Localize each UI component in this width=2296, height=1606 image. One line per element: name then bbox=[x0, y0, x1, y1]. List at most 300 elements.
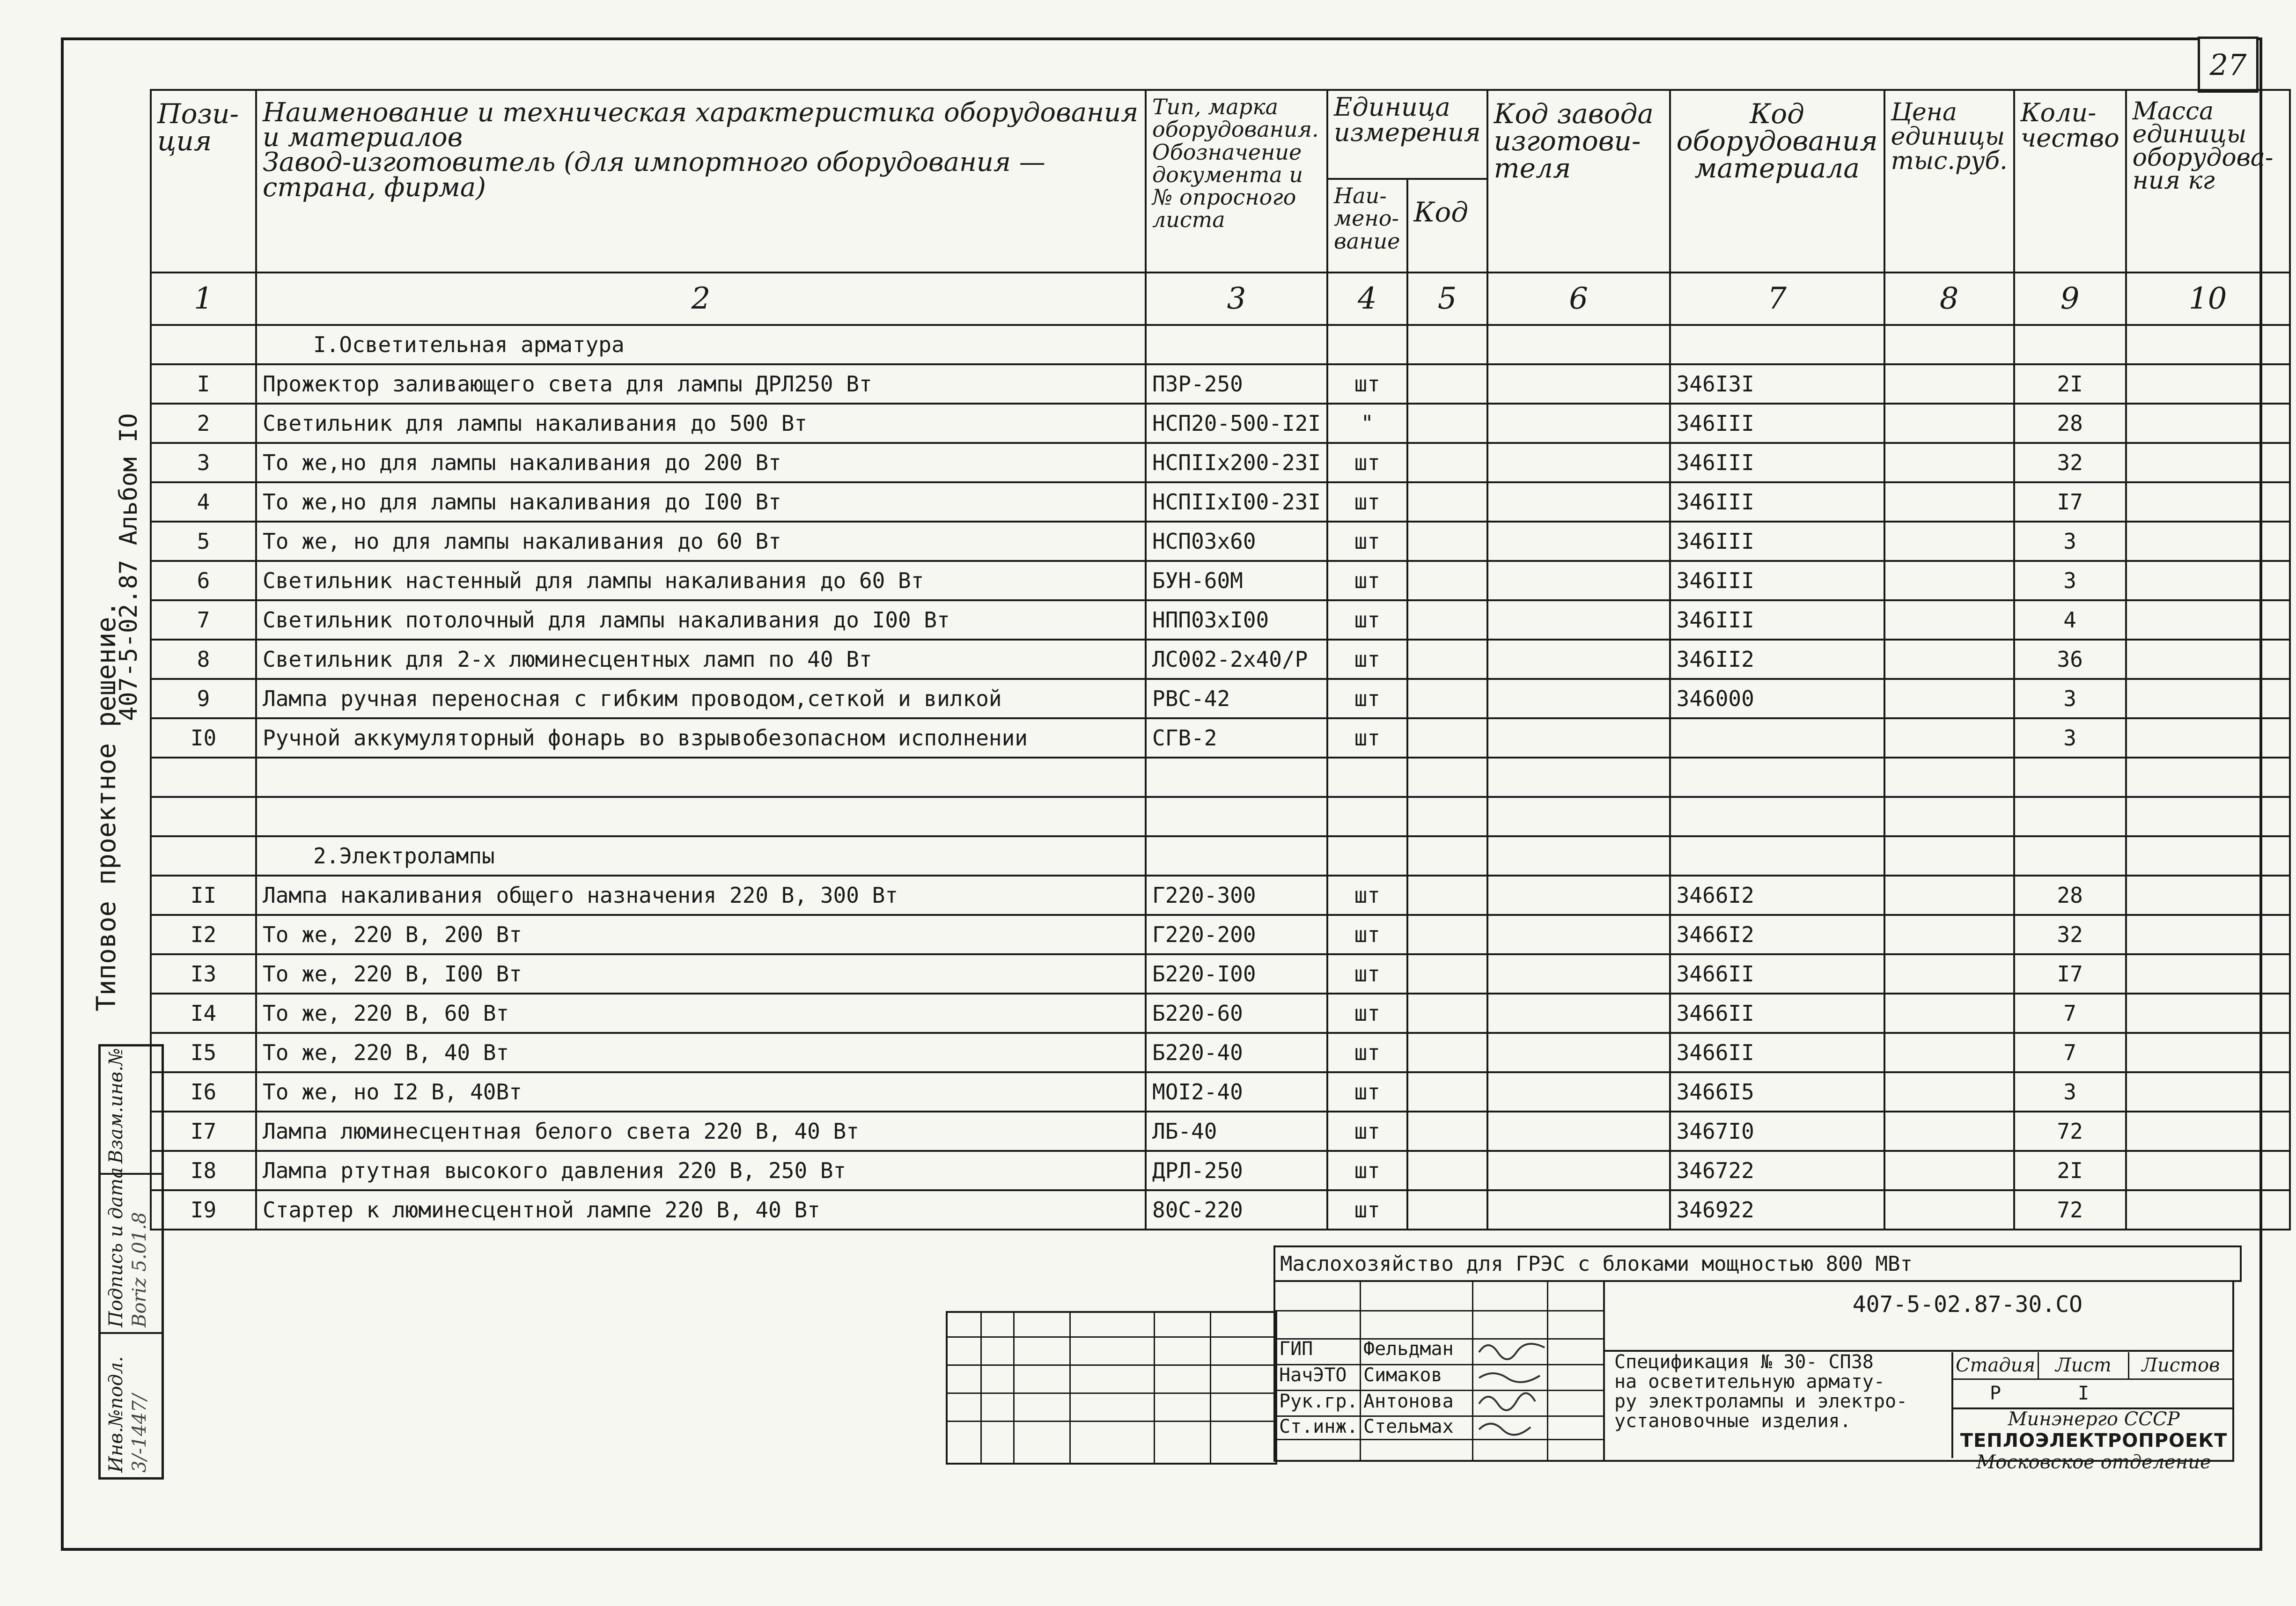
plant-code-cell bbox=[1487, 640, 1670, 679]
quantity-cell: 72 bbox=[2014, 1112, 2126, 1151]
name-cell bbox=[256, 797, 1146, 836]
position-cell: I3 bbox=[151, 954, 256, 994]
quantity-cell: 7 bbox=[2014, 994, 2126, 1033]
unit-code-cell bbox=[1407, 561, 1487, 600]
role-gip: ГИП bbox=[1279, 1338, 1313, 1360]
column-number-8: 8 bbox=[1884, 273, 2014, 325]
unit-code-cell bbox=[1407, 1112, 1487, 1151]
type-cell: НСП20-500-I2I bbox=[1146, 404, 1327, 443]
table-row bbox=[151, 954, 2290, 994]
name-cell: То же,но для лампы накаливания до I00 Вт bbox=[256, 482, 1146, 522]
unit-cell bbox=[1327, 797, 1407, 836]
position-cell: I6 bbox=[151, 1072, 256, 1112]
unit-code-cell bbox=[1407, 718, 1487, 758]
quantity-cell: I7 bbox=[2014, 954, 2126, 994]
unit-cell: шт bbox=[1327, 1033, 1407, 1072]
unit-cell: шт bbox=[1327, 1190, 1407, 1230]
price-cell bbox=[1884, 325, 2014, 364]
material-code-cell: 3466I5 bbox=[1670, 1072, 1884, 1112]
grid-line bbox=[1210, 1313, 1211, 1463]
stamp-label-signature: Подпись и дата bbox=[105, 1167, 127, 1327]
table-row bbox=[151, 600, 2290, 640]
material-code-cell: 3466II bbox=[1670, 1033, 1884, 1072]
mass-cell bbox=[2126, 797, 2290, 836]
quantity-cell: 3 bbox=[2014, 679, 2126, 718]
material-code-cell: 346III bbox=[1670, 561, 1884, 600]
quantity-cell: 3 bbox=[2014, 561, 2126, 600]
plant-code-cell bbox=[1487, 443, 1670, 482]
sheet-value: I bbox=[2077, 1383, 2090, 1404]
stamp-value-inventory: 3/-1447/ bbox=[129, 1394, 150, 1473]
quantity-cell bbox=[2014, 758, 2126, 797]
unit-code-cell bbox=[1407, 994, 1487, 1033]
unit-code-cell bbox=[1407, 1151, 1487, 1190]
position-cell bbox=[151, 758, 256, 797]
mass-cell bbox=[2126, 915, 2290, 954]
name-head: Симаков bbox=[1363, 1364, 1442, 1386]
grid-line bbox=[1472, 1282, 1473, 1460]
unit-cell bbox=[1327, 758, 1407, 797]
table-row bbox=[151, 797, 2290, 836]
ministry-name: Минэнерго СССР bbox=[2008, 1408, 2180, 1430]
mass-cell bbox=[2126, 1190, 2290, 1230]
mass-cell bbox=[2126, 876, 2290, 915]
price-cell bbox=[1884, 1190, 2014, 1230]
column-number-10: 10 bbox=[2126, 273, 2290, 325]
price-cell bbox=[1884, 876, 2014, 915]
type-cell bbox=[1146, 325, 1327, 364]
side-document-number: 407-5-02.87 Альбом IO bbox=[115, 413, 143, 721]
name-cell: Прожектор заливающего света для лампы ДРЛ250 Вт bbox=[256, 364, 1146, 404]
price-cell bbox=[1884, 1112, 2014, 1151]
unit-cell: шт bbox=[1327, 994, 1407, 1033]
price-cell bbox=[1884, 915, 2014, 954]
mass-cell bbox=[2126, 522, 2290, 561]
name-cell: Ручной аккумуляторный фонарь во взрывобезопасном исполнении bbox=[256, 718, 1146, 758]
price-cell bbox=[1884, 797, 2014, 836]
type-cell: ЛС002-2x40/Р bbox=[1146, 640, 1327, 679]
name-cell: То же,но для лампы накаливания до 200 Вт bbox=[256, 443, 1146, 482]
column-number-row bbox=[151, 273, 2290, 325]
mass-cell bbox=[2126, 1112, 2290, 1151]
price-cell bbox=[1884, 1072, 2014, 1112]
material-code-cell: 3466I2 bbox=[1670, 915, 1884, 954]
header-unit-code: Код bbox=[1407, 179, 1487, 273]
signature-grid bbox=[1273, 1280, 1605, 1462]
price-cell bbox=[1884, 600, 2014, 640]
unit-cell: шт bbox=[1327, 482, 1407, 522]
quantity-cell: 32 bbox=[2014, 915, 2126, 954]
title-block bbox=[1273, 1245, 2233, 1473]
type-cell: Б220-60 bbox=[1146, 994, 1327, 1033]
name-cell: Светильник потолочный для лампы накаливания до I00 Вт bbox=[256, 600, 1146, 640]
unit-code-cell bbox=[1407, 915, 1487, 954]
material-code-cell bbox=[1670, 836, 1884, 876]
document-number: 407-5-02.87-30.СО bbox=[1852, 1291, 2083, 1318]
table-row bbox=[151, 1190, 2290, 1230]
table-row bbox=[151, 718, 2290, 758]
name-cell: Светильник для 2-х люминесцентных ламп по 40 Вт bbox=[256, 640, 1146, 679]
header-plant-code: Код завода изготови- теля bbox=[1487, 90, 1670, 273]
role-group-lead: Рук.гр. bbox=[1279, 1391, 1358, 1412]
material-code-cell: 346II2 bbox=[1670, 640, 1884, 679]
type-cell: НСПIIx200-23I bbox=[1146, 443, 1327, 482]
mass-cell bbox=[2126, 1072, 2290, 1112]
name-cell bbox=[256, 758, 1146, 797]
plant-code-cell bbox=[1487, 1190, 1670, 1230]
plant-code-cell bbox=[1487, 876, 1670, 915]
position-cell: 5 bbox=[151, 522, 256, 561]
mass-cell bbox=[2126, 836, 2290, 876]
section-row bbox=[151, 836, 2290, 876]
material-code-cell bbox=[1670, 718, 1884, 758]
position-cell: 4 bbox=[151, 482, 256, 522]
quantity-cell: 3 bbox=[2014, 718, 2126, 758]
type-cell bbox=[1146, 797, 1327, 836]
grid-line bbox=[1154, 1313, 1155, 1463]
title-block-main bbox=[1603, 1280, 2234, 1473]
unit-cell: шт bbox=[1327, 876, 1407, 915]
specification-description: Спецификация № 30- СП38 на осветительную армату- ру электролампы и электро- установочные изделия. bbox=[1614, 1351, 1908, 1432]
quantity-cell: 2I bbox=[2014, 364, 2126, 404]
table-row bbox=[151, 758, 2290, 797]
name-cell: Светильник для лампы накаливания до 500 Вт bbox=[256, 404, 1146, 443]
quantity-cell bbox=[2014, 325, 2126, 364]
grid-line bbox=[948, 1421, 1275, 1422]
price-cell bbox=[1884, 758, 2014, 797]
stage-header: Стадия bbox=[1953, 1352, 2039, 1380]
unit-cell: шт bbox=[1327, 600, 1407, 640]
material-code-cell bbox=[1670, 797, 1884, 836]
header-quantity: Коли- чество bbox=[2014, 90, 2126, 273]
plant-code-cell bbox=[1487, 325, 1670, 364]
album-label: Типовое проектное решение. bbox=[91, 601, 122, 1011]
mass-cell bbox=[2126, 482, 2290, 522]
sheets-header: Листов bbox=[2129, 1352, 2232, 1380]
table-row bbox=[151, 876, 2290, 915]
plant-code-cell bbox=[1487, 679, 1670, 718]
table-row bbox=[151, 561, 2290, 600]
unit-code-cell bbox=[1407, 679, 1487, 718]
unit-code-cell bbox=[1407, 876, 1487, 915]
header-unit-name: Наи- мено- вание bbox=[1327, 179, 1407, 273]
position-cell: I7 bbox=[151, 1112, 256, 1151]
name-cell: Лампа ручная переносная с гибким проводом,сеткой и вилкой bbox=[256, 679, 1146, 718]
unit-code-cell bbox=[1407, 758, 1487, 797]
position-cell: I9 bbox=[151, 1190, 256, 1230]
grid-line bbox=[1013, 1313, 1015, 1463]
grid-line bbox=[1069, 1313, 1071, 1463]
sheet-header: Лист bbox=[2039, 1352, 2129, 1380]
type-cell: ДРЛ-250 bbox=[1146, 1151, 1327, 1190]
unit-cell: шт bbox=[1327, 522, 1407, 561]
price-cell bbox=[1884, 1033, 2014, 1072]
plant-code-cell bbox=[1487, 404, 1670, 443]
quantity-cell: 36 bbox=[2014, 640, 2126, 679]
material-code-cell: 3467I0 bbox=[1670, 1112, 1884, 1151]
name-cell: То же, 220 В, 60 Вт bbox=[256, 994, 1146, 1033]
table-row bbox=[151, 1072, 2290, 1112]
name-cell: То же, 220 В, 200 Вт bbox=[256, 915, 1146, 954]
price-cell bbox=[1884, 1151, 2014, 1190]
role-senior-engineer: Ст.инж. bbox=[1279, 1416, 1358, 1437]
quantity-cell: 2I bbox=[2014, 1151, 2126, 1190]
plant-code-cell bbox=[1487, 758, 1670, 797]
mass-cell bbox=[2126, 443, 2290, 482]
unit-cell: шт bbox=[1327, 640, 1407, 679]
type-cell bbox=[1146, 836, 1327, 876]
plant-code-cell bbox=[1487, 522, 1670, 561]
grid-line bbox=[980, 1313, 982, 1463]
position-cell: 9 bbox=[151, 679, 256, 718]
unit-cell: шт bbox=[1327, 364, 1407, 404]
unit-cell: шт bbox=[1327, 1072, 1407, 1112]
mass-cell bbox=[2126, 561, 2290, 600]
position-cell bbox=[151, 325, 256, 364]
unit-code-cell bbox=[1407, 640, 1487, 679]
organization-stamp bbox=[1953, 1408, 2234, 1473]
plant-code-cell bbox=[1487, 915, 1670, 954]
branch-name: Московское отделение bbox=[1976, 1451, 2211, 1473]
type-cell: НСП03x60 bbox=[1146, 522, 1327, 561]
quantity-cell: 28 bbox=[2014, 876, 2126, 915]
position-cell: I5 bbox=[151, 1033, 256, 1072]
plant-code-cell bbox=[1487, 561, 1670, 600]
type-cell: Г220-200 bbox=[1146, 915, 1327, 954]
name-cell: То же, 220 В, I00 Вт bbox=[256, 954, 1146, 994]
material-code-cell: 3466II bbox=[1670, 954, 1884, 994]
unit-code-cell bbox=[1407, 1072, 1487, 1112]
position-cell: I2 bbox=[151, 915, 256, 954]
handwritten-signatures bbox=[1474, 1333, 1591, 1441]
material-code-cell: 346III bbox=[1670, 600, 1884, 640]
material-code-cell bbox=[1670, 758, 1884, 797]
name-gip: Фельдман bbox=[1363, 1338, 1454, 1360]
position-cell: I0 bbox=[151, 718, 256, 758]
table-row bbox=[151, 522, 2290, 561]
unit-cell bbox=[1327, 836, 1407, 876]
mass-cell bbox=[2126, 640, 2290, 679]
position-cell: 8 bbox=[151, 640, 256, 679]
plant-code-cell bbox=[1487, 1033, 1670, 1072]
position-cell: I4 bbox=[151, 994, 256, 1033]
quantity-cell: 3 bbox=[2014, 1072, 2126, 1112]
name-cell: I.Осветительная арматура bbox=[256, 325, 1146, 364]
unit-cell: шт bbox=[1327, 561, 1407, 600]
unit-code-cell bbox=[1407, 325, 1487, 364]
position-cell: I8 bbox=[151, 1151, 256, 1190]
plant-code-cell bbox=[1487, 1112, 1670, 1151]
position-cell bbox=[151, 836, 256, 876]
table-row bbox=[151, 404, 2290, 443]
unit-code-cell bbox=[1407, 1190, 1487, 1230]
unit-cell: шт bbox=[1327, 679, 1407, 718]
material-code-cell bbox=[1670, 325, 1884, 364]
stage-value: Р bbox=[1989, 1383, 2002, 1404]
mass-cell bbox=[2126, 994, 2290, 1033]
unit-code-cell bbox=[1407, 482, 1487, 522]
plant-code-cell bbox=[1487, 954, 1670, 994]
price-cell bbox=[1884, 443, 2014, 482]
sheets-value bbox=[2129, 1380, 2232, 1407]
material-code-cell: 346III bbox=[1670, 522, 1884, 561]
quantity-cell: 7 bbox=[2014, 1033, 2126, 1072]
column-number-6: 6 bbox=[1487, 273, 1670, 325]
unit-code-cell bbox=[1407, 797, 1487, 836]
type-cell: ПЗР-250 bbox=[1146, 364, 1327, 404]
grid-line bbox=[948, 1364, 1275, 1366]
type-cell: МОI2-40 bbox=[1146, 1072, 1327, 1112]
material-code-cell: 346III bbox=[1670, 404, 1884, 443]
table-row bbox=[151, 915, 2290, 954]
table-row bbox=[151, 364, 2290, 404]
table-row bbox=[151, 640, 2290, 679]
table-row bbox=[151, 482, 2290, 522]
quantity-cell bbox=[2014, 797, 2126, 836]
mass-cell bbox=[2126, 679, 2290, 718]
institute-name: ТЕПЛОЭЛЕКТРОПРОЕКТ bbox=[1960, 1430, 2228, 1451]
revision-grid bbox=[946, 1311, 1277, 1465]
mass-cell bbox=[2126, 758, 2290, 797]
material-code-cell: 346722 bbox=[1670, 1151, 1884, 1190]
unit-cell: шт bbox=[1327, 1112, 1407, 1151]
position-cell: II bbox=[151, 876, 256, 915]
type-cell: Б220-I00 bbox=[1146, 954, 1327, 994]
name-cell: Стартер к люминесцентной лампе 220 В, 40 Вт bbox=[256, 1190, 1146, 1230]
name-cell: Лампа ртутная высокого давления 220 В, 250 Вт bbox=[256, 1151, 1146, 1190]
mass-cell bbox=[2126, 954, 2290, 994]
quantity-cell: 72 bbox=[2014, 1190, 2126, 1230]
price-cell bbox=[1884, 679, 2014, 718]
header-position: Пози- ция bbox=[151, 90, 256, 273]
unit-code-cell bbox=[1407, 1033, 1487, 1072]
material-code-cell: 346III bbox=[1670, 482, 1884, 522]
name-cell: То же, но для лампы накаливания до 60 Вт bbox=[256, 522, 1146, 561]
plant-code-cell bbox=[1487, 836, 1670, 876]
price-cell bbox=[1884, 482, 2014, 522]
type-cell: СГВ-2 bbox=[1146, 718, 1327, 758]
specification-table bbox=[150, 89, 2291, 1230]
grid-line bbox=[1360, 1282, 1361, 1460]
project-title: Маслохозяйство для ГРЭС с блоками мощностью 800 МВт bbox=[1273, 1245, 2242, 1282]
header-mass: Масса единицы оборудова- ния кг bbox=[2126, 90, 2290, 273]
section-row bbox=[151, 325, 2290, 364]
price-cell bbox=[1884, 954, 2014, 994]
unit-code-cell bbox=[1407, 522, 1487, 561]
name-cell: Лампа люминесцентная белого света 220 В, 40 Вт bbox=[256, 1112, 1146, 1151]
plant-code-cell bbox=[1487, 364, 1670, 404]
quantity-cell bbox=[2014, 836, 2126, 876]
table-row bbox=[151, 443, 2290, 482]
unit-cell: шт bbox=[1327, 443, 1407, 482]
quantity-cell: 28 bbox=[2014, 404, 2126, 443]
price-cell bbox=[1884, 561, 2014, 600]
material-code-cell: 346000 bbox=[1670, 679, 1884, 718]
header-material-code: Код оборудования материала bbox=[1670, 90, 1884, 273]
position-cell: 2 bbox=[151, 404, 256, 443]
price-cell bbox=[1884, 836, 2014, 876]
quantity-cell: 4 bbox=[2014, 600, 2126, 640]
mass-cell bbox=[2126, 600, 2290, 640]
specification-rows bbox=[151, 325, 2290, 1230]
table-row bbox=[151, 994, 2290, 1033]
stamp-label-replace: Взам.инв.№ bbox=[105, 1048, 127, 1164]
sheet-meta bbox=[1951, 1352, 2234, 1473]
material-code-cell: 346III bbox=[1670, 443, 1884, 482]
column-number-1: 1 bbox=[151, 273, 256, 325]
position-cell: I bbox=[151, 364, 256, 404]
name-cell: 2.Электролампы bbox=[256, 836, 1146, 876]
table-row bbox=[151, 1033, 2290, 1072]
unit-cell: " bbox=[1327, 404, 1407, 443]
name-cell: Светильник настенный для лампы накаливания до 60 Вт bbox=[256, 561, 1146, 600]
unit-cell: шт bbox=[1327, 954, 1407, 994]
unit-code-cell bbox=[1407, 836, 1487, 876]
table-row bbox=[151, 1112, 2290, 1151]
plant-code-cell bbox=[1487, 994, 1670, 1033]
plant-code-cell bbox=[1487, 482, 1670, 522]
price-cell bbox=[1884, 522, 2014, 561]
quantity-cell: I7 bbox=[2014, 482, 2126, 522]
mass-cell bbox=[2126, 1151, 2290, 1190]
plant-code-cell bbox=[1487, 718, 1670, 758]
unit-cell bbox=[1327, 325, 1407, 364]
column-number-4: 4 bbox=[1327, 273, 1407, 325]
position-cell: 3 bbox=[151, 443, 256, 482]
header-unit-group: Единица измерения bbox=[1327, 90, 1487, 179]
unit-cell: шт bbox=[1327, 915, 1407, 954]
grid-line bbox=[948, 1336, 1275, 1338]
price-cell bbox=[1884, 994, 2014, 1033]
column-number-9: 9 bbox=[2014, 273, 2126, 325]
column-number-3: 3 bbox=[1146, 273, 1327, 325]
sheet-number: 27 bbox=[2198, 37, 2259, 93]
plant-code-cell bbox=[1487, 600, 1670, 640]
unit-code-cell bbox=[1407, 443, 1487, 482]
header-name: Наименование и техническая характеристика оборудования и материалов Завод-изготовитель (для импортного оборудования — страна, фирма) bbox=[256, 90, 1146, 273]
material-code-cell: 3466I2 bbox=[1670, 876, 1884, 915]
grid-line bbox=[948, 1392, 1275, 1394]
unit-cell: шт bbox=[1327, 1151, 1407, 1190]
name-cell: Лампа накаливания общего назначения 220 В, 300 Вт bbox=[256, 876, 1146, 915]
table-row bbox=[151, 679, 2290, 718]
unit-code-cell bbox=[1407, 364, 1487, 404]
price-cell bbox=[1884, 364, 2014, 404]
unit-code-cell bbox=[1407, 600, 1487, 640]
mass-cell bbox=[2126, 404, 2290, 443]
grid-line bbox=[1275, 1310, 1603, 1311]
type-cell: Б220-40 bbox=[1146, 1033, 1327, 1072]
position-cell: 7 bbox=[151, 600, 256, 640]
name-senior-engineer: Стельмах bbox=[1363, 1416, 1454, 1437]
column-number-5: 5 bbox=[1407, 273, 1487, 325]
mass-cell bbox=[2126, 325, 2290, 364]
type-cell: БУН-60М bbox=[1146, 561, 1327, 600]
position-cell bbox=[151, 797, 256, 836]
column-number-7: 7 bbox=[1670, 273, 1884, 325]
price-cell bbox=[1884, 718, 2014, 758]
column-number-2: 2 bbox=[256, 273, 1146, 325]
type-cell: 80С-220 bbox=[1146, 1190, 1327, 1230]
plant-code-cell bbox=[1487, 1072, 1670, 1112]
quantity-cell: 32 bbox=[2014, 443, 2126, 482]
unit-cell: шт bbox=[1327, 718, 1407, 758]
material-code-cell: 3466II bbox=[1670, 994, 1884, 1033]
plant-code-cell bbox=[1487, 1151, 1670, 1190]
position-cell: 6 bbox=[151, 561, 256, 600]
table-row bbox=[151, 1151, 2290, 1190]
stamp-label-inventory: Инв.№подл. bbox=[105, 1356, 127, 1473]
